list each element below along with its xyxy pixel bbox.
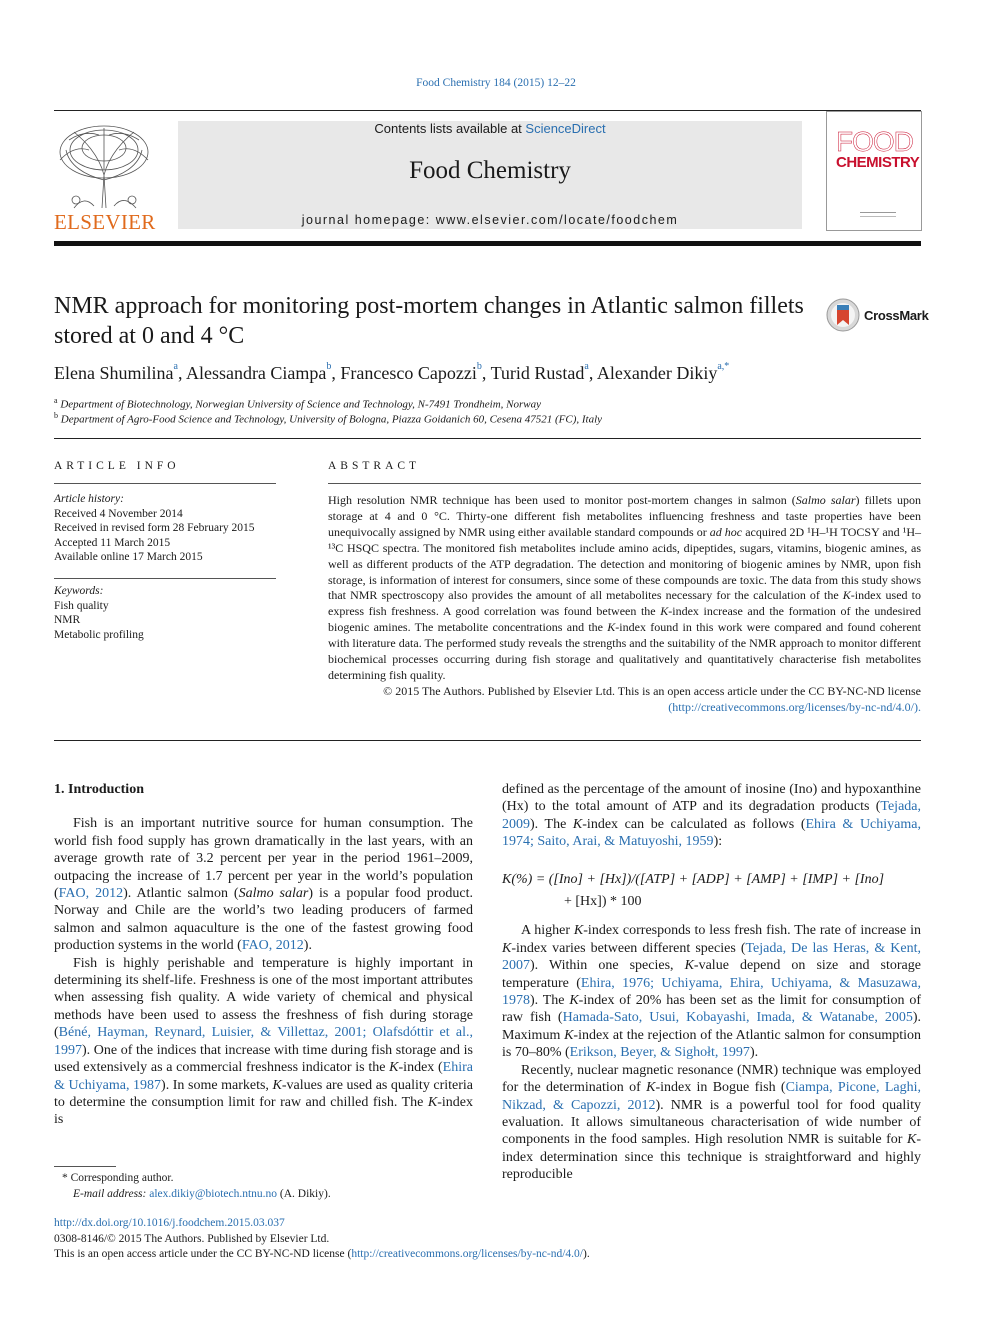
masthead-bottom-bar [54, 241, 921, 246]
author-separator: , [481, 363, 491, 383]
body-text: ). Within one species, [530, 958, 685, 974]
citation-link[interactable]: Ciampa, Picone, Laghi, Nikzad, & Capozzi, 2012 [502, 1080, 921, 1113]
crossmark-label[interactable]: CrossMark [864, 308, 929, 323]
author-name: Alexander Dikiy [596, 363, 718, 383]
author-affiliation-mark[interactable]: b [326, 361, 332, 372]
license-text: © 2015 The Authors. Published by Elsevier Ltd. This is an open access article under the CC BY-NC-ND license [383, 683, 921, 698]
sciencedirect-link[interactable]: ScienceDirect [525, 121, 606, 136]
author-name: Francesco Capozzi [340, 363, 477, 383]
emphasis-text: K [646, 1080, 656, 1096]
citation-link[interactable]: Erikson, Beyer, & Sighołt, 1997 [569, 1045, 750, 1061]
crossmark-icon[interactable] [826, 298, 860, 332]
keyword: NMR [54, 614, 81, 627]
citation-link[interactable]: FAO, 2012 [58, 886, 124, 902]
contents-prefix: Contents lists available at [374, 121, 526, 136]
issn-line: 0308-8146/© 2015 The Authors. Published by Elsevier Ltd. [54, 1232, 330, 1245]
history-online: Available online 17 March 2015 [54, 551, 203, 564]
abstract-segment: -index increase and the formation of the undesired biogenic amines. The metabolite concentrations and the [328, 604, 922, 635]
abstract-k: K [842, 588, 851, 603]
author-separator: , [331, 363, 341, 383]
abstract-heading: ABSTRACT [328, 460, 421, 472]
body-text: ). NMR is a powerful tool for food quality evaluation. It allows simultaneous characterisation of wide number of components in the food samples. High resolution NMR is suitable for [502, 1097, 922, 1148]
keyword: Metabolic profiling [54, 628, 144, 641]
emphasis-text: K [272, 1077, 282, 1093]
abstract-adhoc: ad hoc [709, 524, 743, 539]
cover-title-food: FOOD [836, 126, 913, 157]
abstract-segment: -index used to express fish freshness. A good correlation was found between the [328, 588, 921, 619]
author[interactable] [186, 363, 340, 383]
emphasis-text: K [564, 1027, 574, 1043]
body-right-column [502, 781, 921, 1184]
emphasis-text: K [906, 1132, 917, 1148]
author[interactable] [54, 363, 186, 383]
cover-rule [860, 216, 896, 217]
abstract-segment: -index found in this work were compared and found coherent with literature data. The performed study reveals the strengths and the suitability of the NMR approach to monitor different biochemical processes occurring during fish storage and qualitatively and quantitatively characterise fish metabolites determining fish quality. [328, 620, 921, 682]
body-text: ). One of the indices that increase with time during fish storage and is used extensively as a commercial freshness indicator is the [54, 1042, 473, 1076]
author-name: Elena Shumilina [54, 363, 174, 383]
body-text: defined as the percentage of the amount of inosine (Ino) and hypoxanthine (Hx) to the total amount of ATP and its degradation products ( [502, 782, 921, 815]
body-text: -values are used as quality criteria to determine the consumption limit for raw and chilled fish. The [54, 1077, 474, 1110]
author[interactable] [597, 363, 729, 383]
affiliation-text: Department of Biotechnology, Norwegian University of Science and Technology, N-7491 Trondheim, Norway [60, 398, 542, 411]
body-text: -index in Bogue fish ( [655, 1080, 786, 1096]
keywords-label: Keywords: [54, 585, 104, 597]
emphasis-text: K [572, 816, 583, 832]
article-history [54, 492, 276, 565]
license-link[interactable]: (http://creativecommons.org/licenses/by-nc-nd/4.0/). [668, 699, 921, 714]
intro-paragraph-continued [502, 781, 921, 851]
citation-link[interactable]: Tejada, 2009 [502, 799, 921, 832]
emphasis-text: K [573, 923, 584, 939]
masthead-top-rule [54, 110, 921, 111]
article-title: NMR approach for monitoring post-mortem changes in Atlantic salmon fillets stored at 0 and 4 °C [54, 293, 804, 349]
elsevier-wordmark: ELSEVIER [54, 210, 156, 234]
abstract-license [328, 684, 921, 716]
abstract-segment: acquired 2D ¹H–¹H TOCSY and ¹H–¹³C HSQC spectra. The monitored fish metabolites include amino acids, dipeptides, sugars, vitamins, biogenic amines, as well as different products of the ATP degradation. The detection and monitoring of biogenic amines by NMR, upon fish storage, is information of interest for consumers, since some of these compounds are toxic. The data from this study shows that NMR spectroscopy also provides the amount of all metabolites necessary for the calculation of the [328, 524, 921, 603]
contents-line [178, 121, 802, 136]
body-text: Fish is an important nutritive source for human consumption. The world fish food supply has grown dramatically in the last years, with an average growth rate of 3.2 percent per year in the period 1961–2009, outpacing the increase of 1.7 percent per year in the world’s population ( [54, 816, 473, 902]
keyword: Fish quality [54, 599, 109, 612]
affiliation-mark: b [54, 411, 58, 420]
body-text: -value depend on size and storage temperature ( [502, 958, 921, 991]
author-affiliation-mark[interactable]: a [173, 361, 178, 372]
author-affiliation-mark[interactable]: a [584, 361, 589, 372]
body-text: -index ( [398, 1060, 443, 1076]
body-text: -index corresponds to less fresh fish. The rate of increase in [583, 923, 921, 939]
email-label: E-mail address: [73, 1187, 147, 1200]
body-text: -index can be calculated as follows ( [582, 816, 806, 832]
history-received: Received 4 November 2014 [54, 507, 183, 520]
author-separator: , [177, 363, 186, 383]
body-text: ): [713, 834, 723, 850]
abstract-segment: ) fillets upon storage at 4 and 0 °C. Thirty-one different fish metabolites influencing freshness and taste properties have been unequivocally assigned by NMR using either available standard compounds or [328, 493, 921, 539]
body-text: Recently, nuclear magnetic resonance (NMR) technique was employed for the determination of [502, 1062, 921, 1096]
history-revised: Received in revised form 28 February 2015 [54, 522, 255, 535]
open-access-line [54, 1247, 921, 1263]
k-index-equation [502, 871, 921, 911]
author-affiliation-mark[interactable]: a,* [717, 361, 730, 372]
oa-suffix: ). [582, 1248, 590, 1260]
emphasis-text: K [502, 940, 512, 956]
cover-title-chemistry: CHEMISTRY [836, 154, 920, 171]
body-text: -index at the rejection of the Atlantic salmon for consumption is 70–80% ( [502, 1027, 921, 1061]
body-text: Fish is highly perishable and temperature is highly important in determining its shelf-life. Freshness is one of the most important attributes when assessing fish quality. A wide variety of chemical and physical methods have been used to assess the freshness of fish during storage ( [54, 955, 473, 1041]
article-info-heading: ARTICLE INFO [54, 460, 180, 472]
citation-link[interactable]: Ehira & Uchiyama, 1974; Saito, Arai, & Matuyoshi, 1959 [502, 816, 921, 850]
corresponding-author-note: * Corresponding author. [62, 1172, 174, 1184]
intro-paragraph-3 [502, 922, 921, 1061]
abstract-segment: High resolution NMR technique has been used to monitor post-mortem changes in salmon ( [328, 493, 796, 507]
email-note [62, 1187, 482, 1203]
body-text: ). Maximum [502, 1010, 921, 1043]
author-list [54, 363, 921, 384]
author-name: Alessandra Ciampa [185, 363, 327, 383]
body-text: ). In some markets, [161, 1077, 273, 1093]
body-text: ) is a popular food product. Norway and Chile are the world’s two leading producers of farmed salmon and salmon aquaculture is the one of the fastest growing food production systems in the world ( [54, 886, 474, 954]
body-left-column [54, 781, 473, 1129]
abstract-text [328, 493, 921, 716]
cover-rule [860, 212, 896, 213]
citation-link[interactable]: Béné, Hayman, Reynard, Luisier, & Villettaz, 2001; Olafsdóttir et al., 1997 [54, 1025, 473, 1058]
article-info-rule [54, 483, 276, 484]
keywords-rule [54, 578, 276, 579]
section-heading-introduction: 1. Introduction [54, 782, 144, 797]
body-text: -index is [54, 1094, 473, 1128]
author-separator: , [588, 363, 597, 383]
author-affiliation-mark[interactable]: b [476, 361, 482, 372]
body-text: ). [749, 1045, 759, 1061]
footnote-rule [54, 1166, 116, 1167]
doi-link[interactable]: http://dx.doi.org/10.1016/j.foodchem.2015.03.037 [54, 1217, 285, 1229]
journal-homepage[interactable]: journal homepage: www.elsevier.com/locate/foodchem [301, 213, 679, 227]
oa-license-link[interactable]: http://creativecommons.org/licenses/by-nc-nd/4.0/ [351, 1248, 583, 1260]
abstract-rule [328, 483, 921, 484]
email-suffix: (A. Dikiy). [279, 1187, 331, 1200]
emphasis-text: Salmo salar [238, 886, 309, 902]
body-text: ). The [530, 816, 573, 832]
abstract-k: K [607, 620, 616, 635]
abstract-k: K [660, 604, 669, 619]
affiliation-text: Department of Agro-Food Science and Technology, University of Bologna, Piazza Goidanich 60, Cesena 47521 (FC), Italy [60, 413, 603, 426]
emphasis-text: K [389, 1060, 399, 1076]
history-label: Article history: [54, 493, 124, 505]
abstract-bottom-rule [54, 740, 921, 741]
equation-line-2: + [Hx]) * 100 [564, 894, 642, 910]
citation-link[interactable]: Tejada, De las Heras, & Kent, 2007 [502, 940, 921, 974]
citation-link[interactable]: Hamada-Sato, Usui, Kobayashi, Imada, & Watanabe, 2005 [562, 1010, 913, 1026]
citation-link[interactable]: Ehira & Uchiyama, 1987 [54, 1060, 473, 1093]
author-name: Turid Rustad [490, 363, 585, 383]
affiliation-a [54, 396, 921, 411]
email-link[interactable]: alex.dikiy@biotech.ntnu.no [149, 1187, 278, 1200]
body-text: ). Atlantic salmon ( [123, 886, 239, 902]
body-text: -index determination since this technique is straightforward and highly reproducible [502, 1132, 921, 1183]
body-text: A higher [521, 923, 574, 939]
body-text: ). [303, 938, 312, 954]
journal-citation[interactable]: Food Chemistry 184 (2015) 12–22 [416, 77, 576, 89]
oa-prefix: This is an open access article under the CC BY-NC-ND license ( [54, 1248, 352, 1260]
equation-line-1: K(%) = ([Ino] + [Hx])/([ATP] + [ADP] + [AMP] + [IMP] + [Ino] [502, 871, 885, 887]
abstract-species: Salmo salar [795, 493, 856, 507]
author[interactable] [340, 363, 490, 383]
citation-link[interactable]: FAO, 2012 [241, 938, 304, 954]
page-footer [54, 1216, 921, 1263]
emphasis-text: K [569, 993, 579, 1009]
citation-link[interactable]: Ehira, 1976; Uchiyama, Ehira, Uchiyama, & Masuzawa, 1978 [502, 975, 921, 1009]
journal-title: Food Chemistry [409, 157, 571, 184]
header-divider [54, 438, 921, 439]
intro-paragraph-1 [54, 815, 473, 954]
author[interactable] [491, 363, 597, 383]
body-text: -index of 20% has been set as the limit for consumption of raw fish ( [502, 993, 921, 1026]
intro-paragraph-4 [502, 1062, 921, 1184]
body-text: -index varies between different species ( [511, 940, 746, 956]
intro-paragraph-2 [54, 955, 473, 1129]
footnote [62, 1171, 482, 1202]
body-text: ). The [530, 993, 570, 1009]
affiliation-mark: a [54, 396, 58, 405]
emphasis-text: K [684, 958, 694, 974]
history-accepted: Accepted 11 March 2015 [54, 536, 171, 549]
affiliation-b [54, 411, 921, 426]
emphasis-text: K [427, 1094, 438, 1110]
keywords [54, 584, 276, 642]
